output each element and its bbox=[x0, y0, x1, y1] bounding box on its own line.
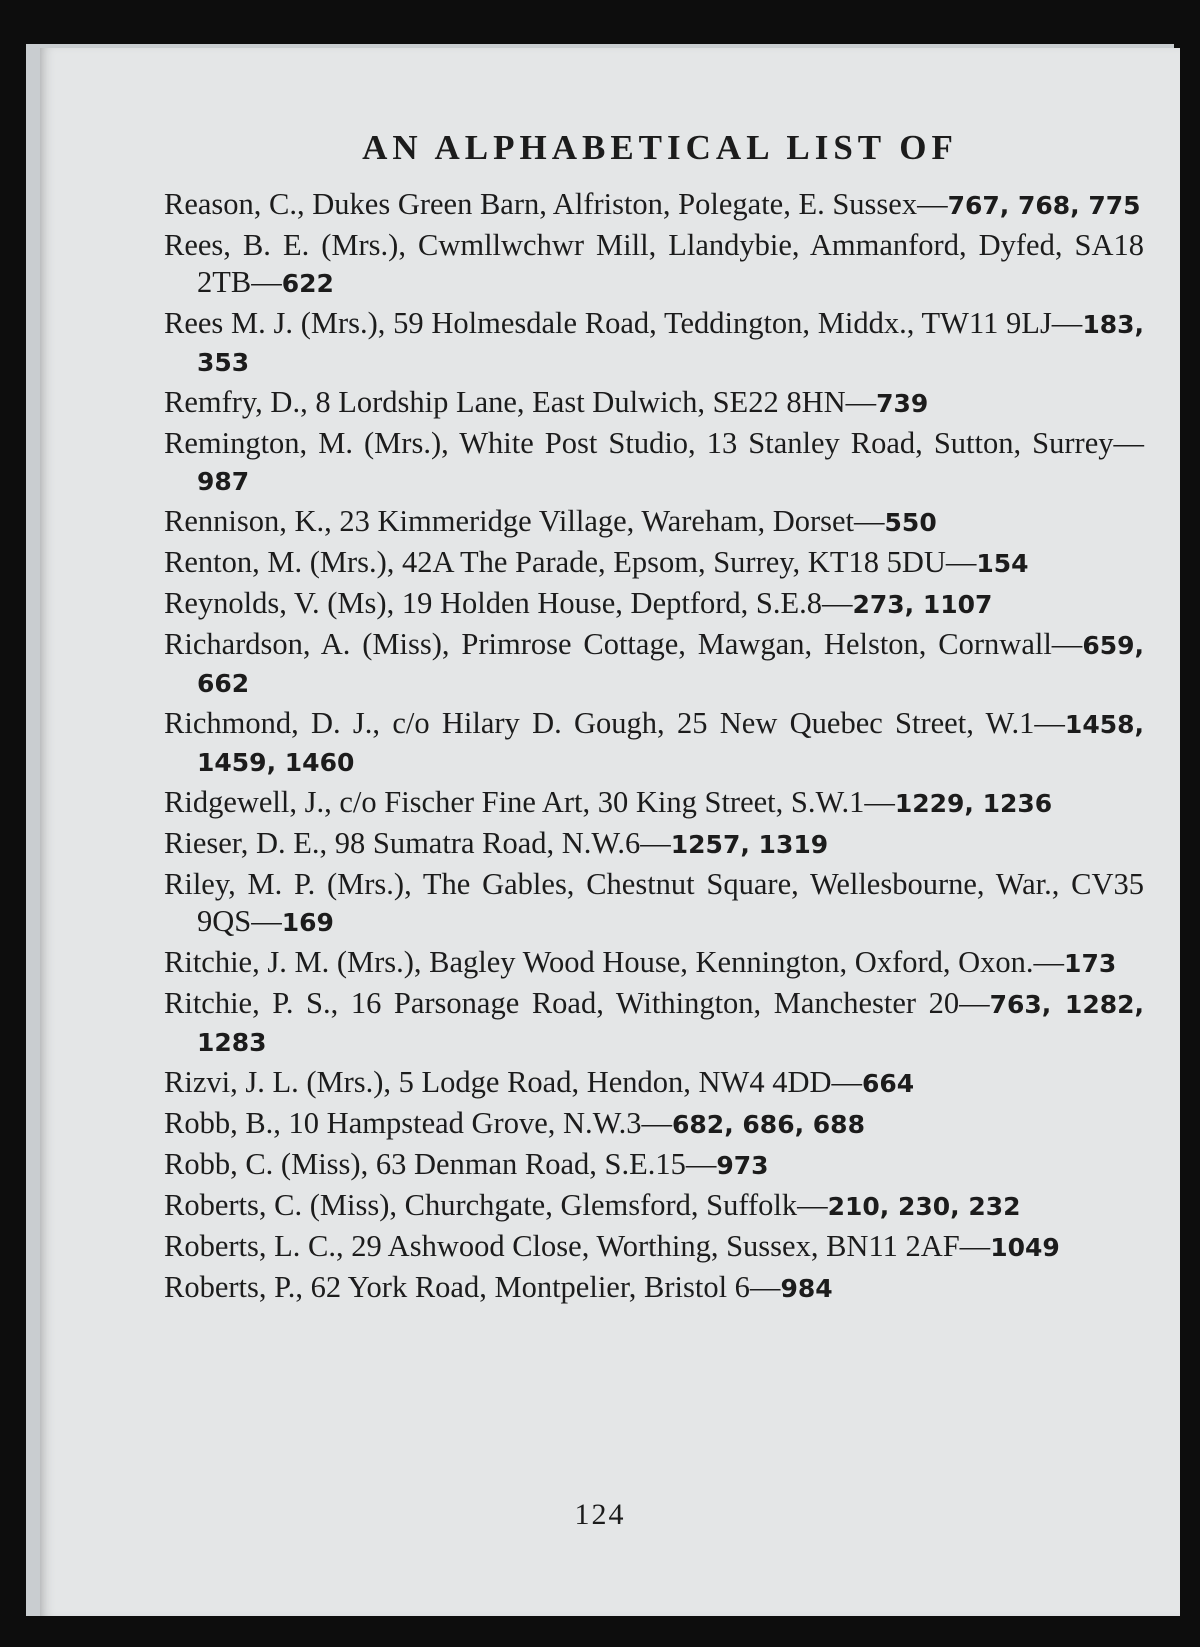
entry-text: Reason, C., Dukes Green Barn, Alfriston, Polegate, E. Sussex— bbox=[164, 187, 948, 221]
entry-refs: 169 bbox=[281, 908, 334, 937]
entry-refs: 659, 662 bbox=[197, 631, 1144, 698]
entry-refs: 973 bbox=[716, 1151, 769, 1180]
entry-refs: 682, 686, 688 bbox=[672, 1110, 865, 1139]
entry-refs: 210, 230, 232 bbox=[827, 1192, 1021, 1221]
list-entry bbox=[164, 544, 1144, 582]
list-entry bbox=[164, 585, 1144, 623]
list-entry bbox=[164, 227, 1144, 302]
list-entry bbox=[164, 1187, 1144, 1225]
entry-list bbox=[164, 186, 1144, 1307]
entry-refs: 622 bbox=[281, 269, 334, 298]
entry-text: Riley, M. P. (Mrs.), The Gables, Chestnut Square, Wellesbourne, War., CV35 9QS— bbox=[164, 867, 1144, 938]
entry-refs: 984 bbox=[780, 1274, 833, 1303]
entry-refs: 273, 1107 bbox=[852, 590, 993, 619]
entry-refs: 739 bbox=[876, 389, 929, 418]
entry-text: Reynolds, V. (Ms), 19 Holden House, Deptford, S.E.8— bbox=[164, 586, 853, 620]
page-number: 124 bbox=[574, 1498, 626, 1531]
list-entry bbox=[164, 825, 1144, 863]
entry-text: Roberts, P., 62 York Road, Montpelier, Bristol 6— bbox=[164, 1270, 781, 1304]
entry-refs: 987 bbox=[197, 467, 250, 496]
list-entry bbox=[164, 305, 1144, 381]
list-entry bbox=[164, 186, 1144, 224]
entry-refs: 1049 bbox=[990, 1233, 1060, 1262]
entry-refs: 664 bbox=[862, 1069, 915, 1098]
entry-text: Renton, M. (Mrs.), 42A The Parade, Epsom, Surrey, KT18 5DU— bbox=[164, 545, 977, 579]
list-entry bbox=[164, 1146, 1144, 1184]
page-heading: AN ALPHABETICAL LIST OF bbox=[362, 128, 958, 167]
entry-text: Remfry, D., 8 Lordship Lane, East Dulwich, SE22 8HN— bbox=[164, 385, 877, 419]
list-entry bbox=[164, 1064, 1144, 1102]
list-entry bbox=[164, 1228, 1144, 1266]
list-entry bbox=[164, 985, 1144, 1061]
entry-text: Ritchie, P. S., 16 Parsonage Road, Withington, Manchester 20— bbox=[164, 986, 990, 1020]
entry-text: Roberts, L. C., 29 Ashwood Close, Worthing, Sussex, BN11 2AF— bbox=[164, 1229, 991, 1263]
list-entry bbox=[164, 705, 1144, 781]
entry-text: Richmond, D. J., c/o Hilary D. Gough, 25 New Quebec Street, W.1— bbox=[164, 706, 1065, 740]
list-entry bbox=[164, 866, 1144, 941]
list-entry bbox=[164, 626, 1144, 702]
entry-refs: 1458, 1459, 1460 bbox=[197, 710, 1144, 777]
page-content bbox=[164, 128, 1144, 1310]
list-entry bbox=[164, 425, 1144, 500]
entry-text: Ridgewell, J., c/o Fischer Fine Art, 30 King Street, S.W.1— bbox=[164, 785, 895, 819]
list-entry bbox=[164, 944, 1144, 982]
entry-refs: 173 bbox=[1064, 949, 1117, 978]
entry-text: Roberts, C. (Miss), Churchgate, Glemsford, Suffolk— bbox=[164, 1188, 828, 1222]
list-entry bbox=[164, 1269, 1144, 1307]
entry-refs: 1257, 1319 bbox=[670, 830, 829, 859]
entry-text: Rees, B. E. (Mrs.), Cwmllwchwr Mill, Llandybie, Ammanford, Dyfed, SA18 2TB— bbox=[164, 228, 1144, 299]
entry-refs: 550 bbox=[884, 508, 937, 537]
entry-refs: 154 bbox=[976, 549, 1029, 578]
entry-refs: 763, 1282, 1283 bbox=[197, 990, 1144, 1057]
list-entry bbox=[164, 784, 1144, 822]
entry-text: Robb, B., 10 Hampstead Grove, N.W.3— bbox=[164, 1106, 673, 1140]
entry-text: Rizvi, J. L. (Mrs.), 5 Lodge Road, Hendon, NW4 4DD— bbox=[164, 1065, 863, 1099]
entry-text: Ritchie, J. M. (Mrs.), Bagley Wood House, Kennington, Oxford, Oxon.— bbox=[164, 945, 1065, 979]
entry-text: Rees M. J. (Mrs.), 59 Holmesdale Road, Teddington, Middx., TW11 9LJ— bbox=[164, 306, 1083, 340]
entry-refs: 183, 353 bbox=[197, 310, 1144, 377]
list-entry bbox=[164, 503, 1144, 541]
entry-text: Richardson, A. (Miss), Primrose Cottage, Mawgan, Helston, Cornwall— bbox=[164, 627, 1083, 661]
entry-text: Rennison, K., 23 Kimmeridge Village, Wareham, Dorset— bbox=[164, 504, 885, 538]
entry-refs: 1229, 1236 bbox=[894, 789, 1053, 818]
list-entry bbox=[164, 1105, 1144, 1143]
list-entry bbox=[164, 384, 1144, 422]
entry-text: Remington, M. (Mrs.), White Post Studio, 13 Stanley Road, Sutton, Surrey— bbox=[164, 426, 1144, 460]
entry-text: Rieser, D. E., 98 Sumatra Road, N.W.6— bbox=[164, 826, 671, 860]
entry-text: Robb, C. (Miss), 63 Denman Road, S.E.15— bbox=[164, 1147, 717, 1181]
entry-refs: 767, 768, 775 bbox=[947, 191, 1141, 220]
